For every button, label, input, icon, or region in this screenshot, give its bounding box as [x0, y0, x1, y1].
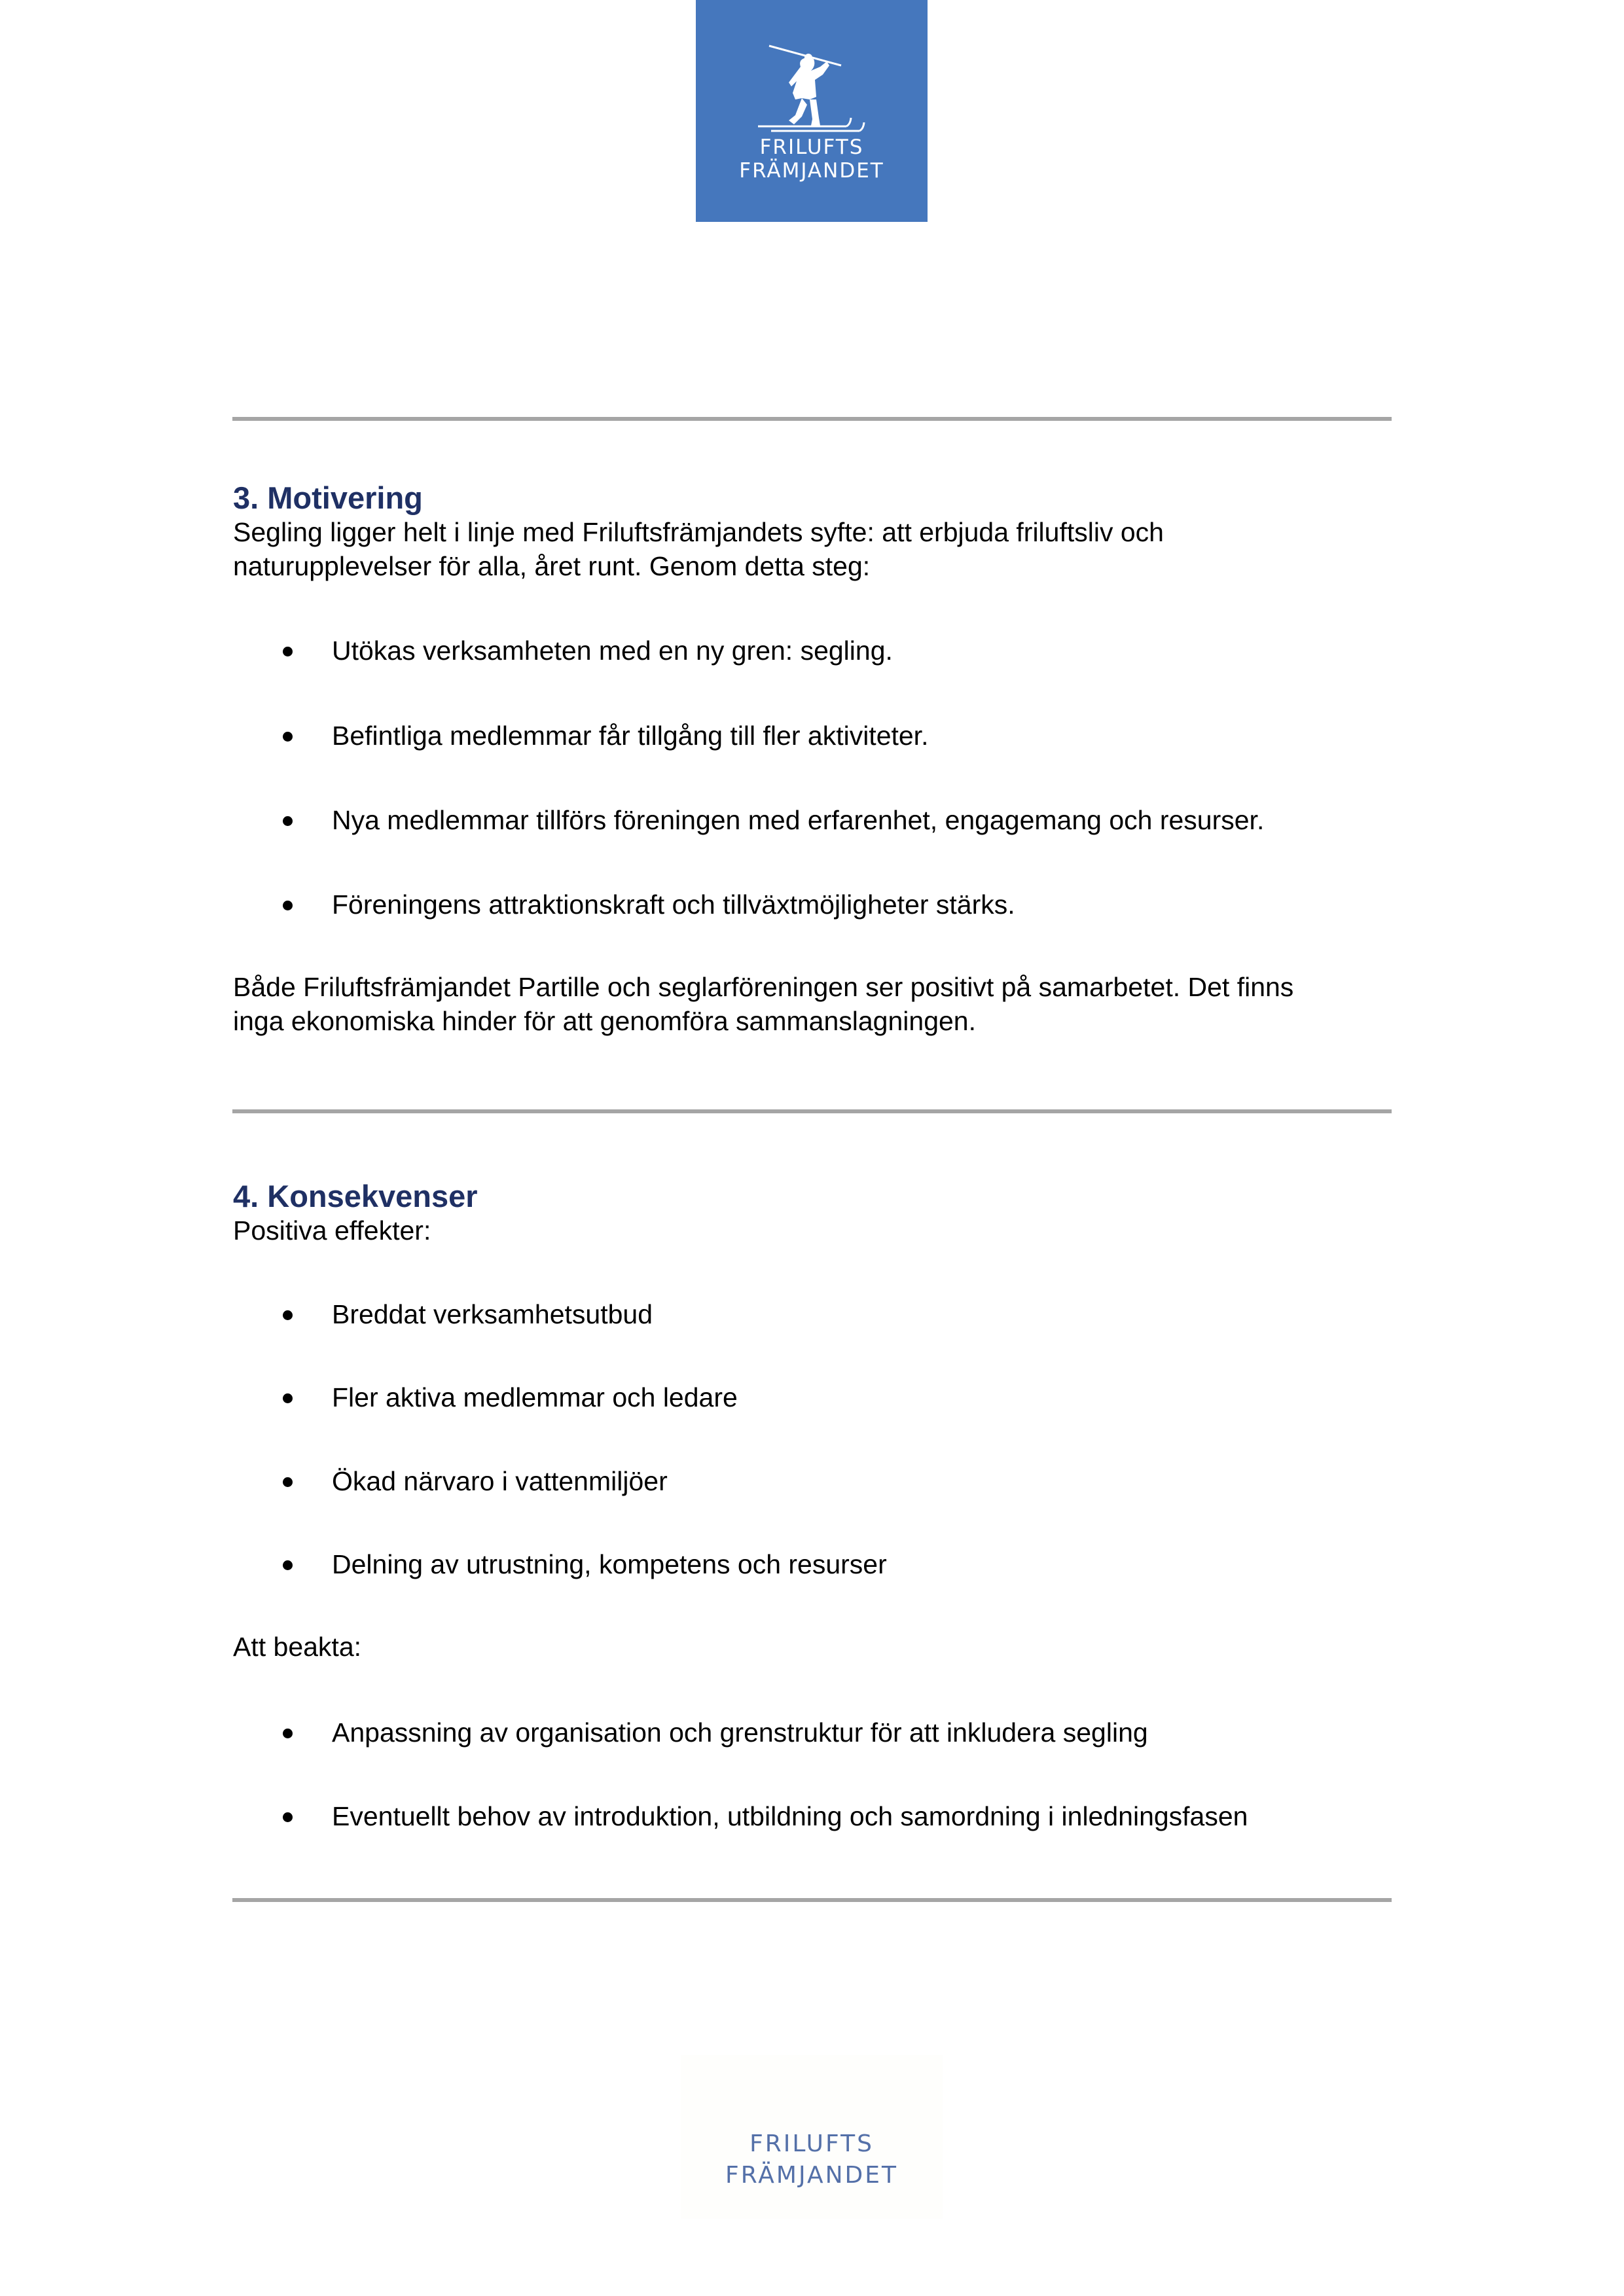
- divider: [232, 1898, 1392, 1902]
- list-item-text: Breddat verksamhetsutbud: [332, 1299, 653, 1329]
- list-item-text: Ökad närvaro i vattenmiljöer: [332, 1466, 668, 1496]
- list-item-text: Nya medlemmar tillförs föreningen med erfarenhet, engagemang och resurser.: [332, 805, 1265, 835]
- section-heading-konsekvenser: 4. Konsekvenser: [233, 1179, 478, 1213]
- list-item-text: Fler aktiva medlemmar och ledare: [332, 1382, 738, 1412]
- list-item: [283, 1464, 668, 1498]
- section-heading-motivering: 3. Motivering: [233, 480, 423, 515]
- paragraph-line: Segling ligger helt i linje med Friluftsfrämjandets syfte: att erbjuda friluftsliv och: [233, 517, 1164, 547]
- list-item-text: Föreningens attraktionskraft och tillväxtmöjligheter stärks.: [332, 889, 1015, 920]
- list-item: [283, 1799, 1248, 1833]
- footer-logo-line2: FRÄMJANDET: [725, 2162, 898, 2189]
- bullet-icon: [283, 1393, 293, 1403]
- bullet-icon: [283, 901, 293, 910]
- list-item: [283, 634, 893, 668]
- bullet-icon: [283, 647, 293, 656]
- list-item: [283, 1380, 738, 1414]
- list-item: [283, 1297, 653, 1331]
- logo-line2: FRÄMJANDET: [739, 159, 884, 183]
- bullet-icon: [283, 1729, 293, 1738]
- skier-icon: [755, 39, 869, 137]
- subheading-positive: Positiva effekter:: [233, 1215, 431, 1246]
- bullet-icon: [283, 1477, 293, 1487]
- bullet-icon: [283, 732, 293, 742]
- list-item-text: Utökas verksamheten med en ny gren: segling.: [332, 636, 893, 666]
- bullet-icon: [283, 816, 293, 826]
- divider: [232, 417, 1392, 421]
- list-item: [283, 719, 928, 753]
- list-item: [283, 1547, 887, 1581]
- bullet-icon: [283, 1812, 293, 1822]
- list-item: [283, 1715, 1148, 1749]
- list-item-text: Befintliga medlemmar får tillgång till fler aktiviteter.: [332, 721, 929, 751]
- bullet-icon: [283, 1560, 293, 1570]
- divider: [232, 1109, 1392, 1113]
- paragraph-line: inga ekonomiska hinder för att genomföra sammanslagningen.: [233, 1006, 976, 1036]
- footer-logo: [681, 2055, 943, 2219]
- footer-logo-line1: FRILUFTS: [749, 2130, 874, 2157]
- bullet-icon: [283, 1310, 293, 1320]
- subheading-consider: Att beakta:: [233, 1632, 362, 1662]
- list-item-text: Anpassning av organisation och grenstruktur för att inkludera segling: [332, 1717, 1148, 1748]
- list-item-text: Delning av utrustning, kompetens och resurser: [332, 1549, 887, 1579]
- header-logo: [696, 0, 928, 222]
- logo-line1: FRILUFTS: [759, 135, 864, 159]
- list-item: [283, 803, 1264, 837]
- list-item-text: Eventuellt behov av introduktion, utbildning och samordning i inledningsfasen: [332, 1801, 1248, 1831]
- list-item: [283, 888, 1015, 922]
- paragraph-line: naturupplevelser för alla, året runt. Genom detta steg:: [233, 551, 871, 581]
- paragraph-line: Både Friluftsfrämjandet Partille och seglarföreningen ser positivt på samarbetet. Det finns: [233, 972, 1294, 1002]
